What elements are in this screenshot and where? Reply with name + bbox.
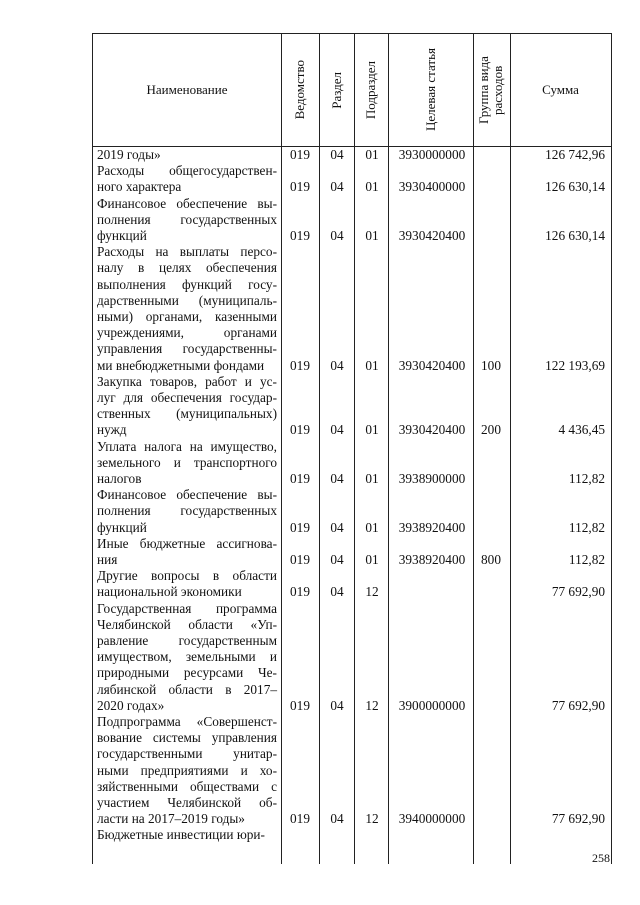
row-name-line: функций <box>97 227 147 243</box>
celevaya-cell: 3930420400 <box>398 357 466 373</box>
header-podrazdel-label: Подраздел <box>363 60 378 120</box>
celevaya-cell: 3930420400 <box>398 422 466 438</box>
table-row-name <box>97 439 277 488</box>
page-number: 258 <box>592 851 610 865</box>
razdel-cell: 04 <box>330 552 344 567</box>
row-name-line: вование системы управления <box>97 730 277 746</box>
header-celevaya-label: Целевая статья <box>422 48 438 132</box>
celevaya-cell: 3930000000 <box>398 147 466 162</box>
row-name-line: выполнения функций госу- <box>97 276 277 292</box>
vedomstvo-cell: 019 <box>290 519 310 535</box>
col-divider <box>510 34 511 864</box>
row-name-line: ными предприятиями и хо- <box>97 762 277 778</box>
summa-cell: 122 193,69 <box>545 357 605 373</box>
summa-cell: 126 630,14 <box>545 179 605 195</box>
row-name-line: Иные бюджетные ассигнова- <box>97 535 277 551</box>
row-name-line: полнения государственных <box>97 211 277 227</box>
table-row-name <box>97 487 277 536</box>
row-name-line: функций <box>97 519 147 535</box>
row-name-line: природными ресурсами Че- <box>97 665 277 681</box>
row-name-line: Финансовое обеспечение вы- <box>97 195 277 211</box>
summa-cell: 126 742,96 <box>545 147 605 162</box>
header-vedomstvo <box>281 34 319 146</box>
row-name-line: ными) органами, казенными <box>97 308 277 324</box>
row-name-line: ния <box>97 551 118 567</box>
header-name-label: Наименование <box>146 82 228 97</box>
row-name-line: налогов <box>97 470 142 486</box>
vedomstvo-cell: 019 <box>290 147 310 162</box>
header-summa-label: Сумма <box>542 82 579 97</box>
col-divider <box>281 34 282 864</box>
row-name-line: Уплата налога на имущество, <box>97 438 277 454</box>
row-name-line: имуществом, земельными и <box>97 649 277 665</box>
vedomstvo-cell: 019 <box>290 811 310 827</box>
row-name-line: 2019 годы» <box>97 147 161 162</box>
row-name-line: равление государственным <box>97 632 277 648</box>
row-name-line: национальной экономики <box>97 584 242 600</box>
celevaya-cell: 3930400000 <box>398 179 466 195</box>
celevaya-cell: 3938900000 <box>398 471 466 486</box>
celevaya-cell: 3930420400 <box>398 228 466 243</box>
row-name-line: Закупка товаров, работ и ус- <box>97 373 277 389</box>
row-name-line: ласти на 2017–2019 годы» <box>97 811 245 827</box>
row-name-line: Бюджетные инвестиции юри- <box>97 827 265 843</box>
razdel-cell: 04 <box>330 357 344 373</box>
row-name-line: государственными унитар- <box>97 746 277 762</box>
row-name-line: Государственная программа <box>97 600 277 616</box>
podrazdel-cell: 01 <box>365 357 379 373</box>
razdel-cell: 04 <box>330 147 344 162</box>
vedomstvo-cell: 019 <box>290 357 310 373</box>
row-name-line: полнения государственных <box>97 503 277 519</box>
header-razdel <box>319 34 354 146</box>
header-vedomstvo-label: Ведомство <box>292 60 307 120</box>
table-row-name <box>97 374 277 439</box>
summa-cell: 4 436,45 <box>558 422 605 438</box>
header-summa <box>510 34 611 146</box>
header-razdel-label: Раздел <box>328 71 344 109</box>
row-name-line: дарственными (муниципаль- <box>97 292 277 308</box>
podrazdel-cell: 01 <box>365 422 379 438</box>
row-name-line: нужд <box>97 422 127 438</box>
vedomstvo-cell: 019 <box>290 552 310 567</box>
razdel-cell: 04 <box>330 422 344 438</box>
podrazdel-cell: 12 <box>365 697 379 713</box>
row-name-line: Расходы общегосударствен- <box>97 163 277 179</box>
table-row-name <box>97 536 277 568</box>
summa-cell: 126 630,14 <box>545 228 605 243</box>
row-name-line: управления государственны- <box>97 341 277 357</box>
podrazdel-cell: 12 <box>365 811 379 827</box>
summa-cell: 112,82 <box>568 471 605 486</box>
celevaya-cell: 3938920400 <box>398 552 466 567</box>
vedomstvo-cell: 019 <box>290 471 310 486</box>
table-row-name <box>97 163 277 195</box>
podrazdel-cell: 01 <box>365 147 379 162</box>
summa-cell: 77 692,90 <box>551 584 605 600</box>
summa-cell: 77 692,90 <box>551 811 605 827</box>
gruppa-cell: 200 <box>481 422 501 438</box>
gruppa-cell: 100 <box>481 357 501 373</box>
summa-cell: 112,82 <box>568 552 605 567</box>
gruppa-cell: 800 <box>481 552 501 567</box>
row-name-line: участием Челябинской об- <box>97 794 277 810</box>
row-name-line: земельного и транспортного <box>97 454 277 470</box>
razdel-cell: 04 <box>330 179 344 195</box>
row-name-line: Расходы на выплаты персо- <box>97 244 277 260</box>
row-name-line: луг для обеспечения государ- <box>97 389 277 405</box>
razdel-cell: 04 <box>330 471 344 486</box>
podrazdel-cell: 01 <box>365 228 379 243</box>
vedomstvo-cell: 019 <box>290 422 310 438</box>
vedomstvo-cell: 019 <box>290 179 310 195</box>
row-name-line: Челябинской области «Уп- <box>97 616 277 632</box>
row-name-line: налу в целях обеспечения <box>97 260 277 276</box>
header-gruppa <box>473 34 510 146</box>
celevaya-cell: 3940000000 <box>398 811 466 827</box>
row-name-line: ми внебюджетными фондами <box>97 357 265 373</box>
podrazdel-cell: 01 <box>365 519 379 535</box>
row-name-line: зяйственными обществами с <box>97 778 277 794</box>
header-name <box>93 34 281 146</box>
podrazdel-cell: 01 <box>365 552 379 567</box>
table-row-name <box>97 196 277 245</box>
table-row-name <box>97 827 277 843</box>
row-name-line: Другие вопросы в области <box>97 568 277 584</box>
header-podrazdel <box>354 34 388 146</box>
celevaya-cell: 3938920400 <box>398 519 466 535</box>
table-row-name <box>97 714 277 827</box>
row-name-line: 2020 годах» <box>97 697 165 713</box>
vedomstvo-cell: 019 <box>290 584 310 600</box>
razdel-cell: 04 <box>330 697 344 713</box>
header-celevaya <box>388 34 473 146</box>
celevaya-cell: 3900000000 <box>398 697 466 713</box>
summa-cell: 112,82 <box>568 519 605 535</box>
razdel-cell: 04 <box>330 584 344 600</box>
table-row-name <box>97 568 277 600</box>
row-name-line: ного характера <box>97 179 182 195</box>
table-row-name <box>97 601 277 714</box>
table-row-name <box>97 244 277 374</box>
razdel-cell: 04 <box>330 519 344 535</box>
podrazdel-cell: 12 <box>365 584 379 600</box>
row-name-line: учреждениями, органами <box>97 325 277 341</box>
row-name-line: Финансовое обеспечение вы- <box>97 487 277 503</box>
row-name-line: ственных (муниципальных) <box>97 406 277 422</box>
vedomstvo-cell: 019 <box>290 697 310 713</box>
razdel-cell: 04 <box>330 811 344 827</box>
row-name-line: лябинской области в 2017– <box>97 681 277 697</box>
header-gruppa-label: Группа вида расходов <box>475 56 505 124</box>
row-name-line: Подпрограмма «Совершенст- <box>97 714 277 729</box>
razdel-cell: 04 <box>330 228 344 243</box>
budget-table <box>92 33 612 864</box>
summa-cell: 77 692,90 <box>551 697 605 713</box>
podrazdel-cell: 01 <box>365 471 379 486</box>
vedomstvo-cell: 019 <box>290 228 310 243</box>
table-row-name <box>97 147 277 163</box>
podrazdel-cell: 01 <box>365 179 379 195</box>
